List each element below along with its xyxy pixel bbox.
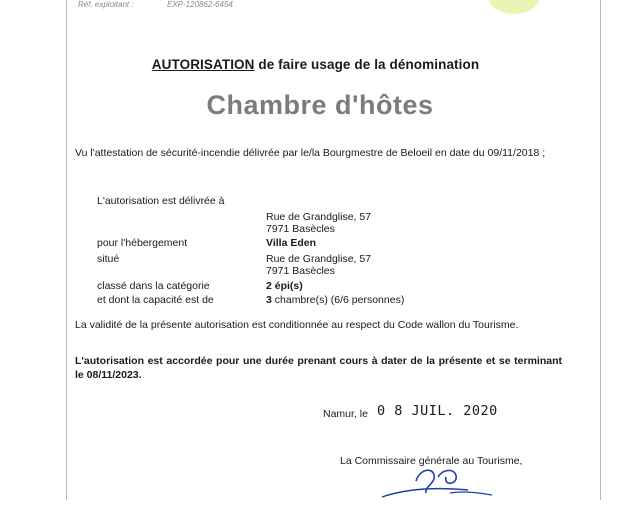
category-label: classé dans la catégorie bbox=[97, 280, 210, 292]
category-value: 2 épi(s) bbox=[266, 280, 303, 292]
located-address-line1: Rue de Grandglise, 57 bbox=[266, 253, 372, 265]
accommodation-value: Villa Eden bbox=[266, 237, 316, 249]
date-stamp: 0 8 JUIL. 2020 bbox=[377, 403, 498, 419]
delivered-label: L'autorisation est délivrée à bbox=[97, 195, 225, 207]
duration-paragraph: L'autorisation est accordée pour une durée prenant cours à dater de la présente et se terminant le 08/11/2023. bbox=[75, 355, 562, 381]
operator-reference-value: EXP-120862-6454 bbox=[167, 0, 233, 9]
validity-paragraph: La validité de la présente autorisation est conditionnée au respect du Code wallon du Tourisme. bbox=[75, 319, 519, 331]
page-border-left bbox=[66, 0, 67, 500]
signatory-title: La Commissaire générale au Tourisme, bbox=[340, 455, 523, 467]
document-heading bbox=[0, 57, 631, 72]
capacity-number: 3 bbox=[266, 294, 272, 306]
accommodation-label: pour l'hébergement bbox=[97, 237, 188, 249]
located-label: situé bbox=[97, 253, 120, 265]
heading-underlined: AUTORISATION bbox=[151, 57, 255, 72]
place-label: Namur, le bbox=[323, 408, 368, 420]
located-address-line2: 7971 Basècles bbox=[266, 265, 335, 277]
page-border-right bbox=[600, 0, 601, 500]
operator-reference-label: Réf. exploitant : bbox=[78, 0, 134, 9]
delivered-address-line2: 7971 Basècles bbox=[266, 223, 335, 235]
signature bbox=[380, 463, 500, 505]
operator-reference bbox=[78, 0, 233, 9]
heading-rest: de faire usage de la dénomination bbox=[254, 57, 480, 72]
delivered-address-line1: Rue de Grandglise, 57 bbox=[266, 211, 372, 223]
capacity-value bbox=[266, 294, 404, 308]
document-title: Chambre d'hôtes bbox=[206, 90, 434, 120]
capacity-rest: chambre(s) (6/6 personnes) bbox=[271, 294, 405, 306]
seal-stamp bbox=[488, 0, 540, 14]
capacity-label: et dont la capacité est de bbox=[97, 294, 214, 306]
preamble-paragraph: Vu l'attestation de sécurité-incendie délivrée par le/la Bourgmestre de Beloeil en date du 09/11/2018 ; bbox=[75, 147, 546, 159]
